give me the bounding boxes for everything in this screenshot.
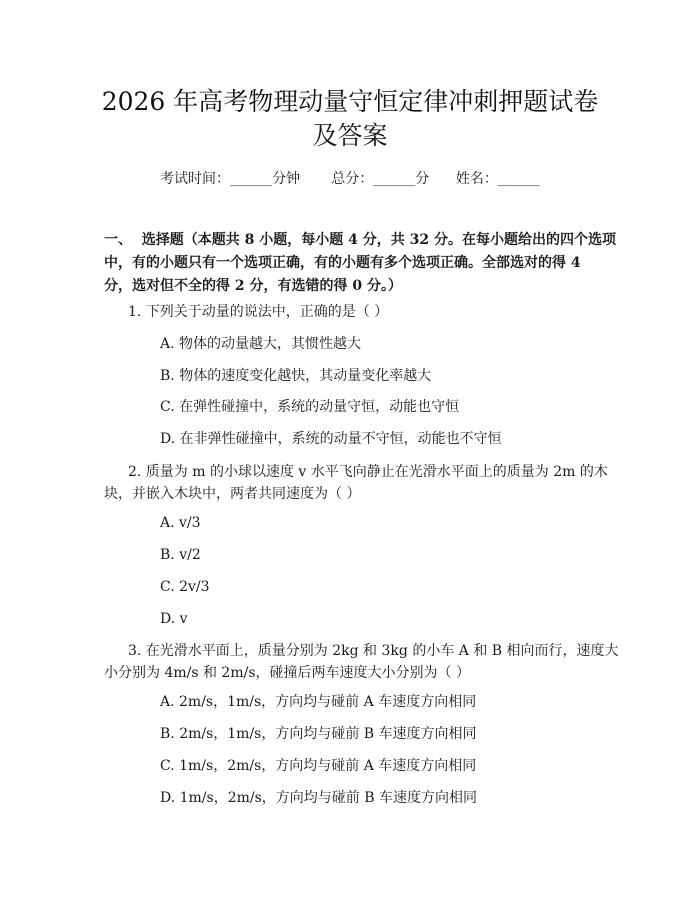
- question-1-option-c: C. 在弹性碰撞中，系统的动量守恒，动能也守恒: [160, 399, 460, 415]
- question-2-option-b: B. v/2: [160, 547, 201, 563]
- total-score-blank: ______: [373, 171, 416, 187]
- question-3-stem-line2: 小分别为 4m/s 和 2m/s，碰撞后两车速度大小分别为（ ）: [104, 665, 470, 681]
- question-3-option-a: A. 2m/s，1m/s，方向均与碰前 A 车速度方向相同: [160, 694, 477, 710]
- question-3-option-c: C. 1m/s，2m/s，方向均与碰前 A 车速度方向相同: [160, 758, 477, 774]
- question-2-option-c: C. 2v/3: [160, 579, 210, 595]
- section-heading-line2: 中，有的小题只有一个选项正确，有的小题有多个选项正确。全部选对的得 4: [104, 255, 581, 271]
- name-label: 姓名：: [455, 171, 498, 187]
- question-1-option-b: B. 物体的速度变化越快，其动量变化率越大: [160, 368, 432, 384]
- exam-title-line1: 2026 年高考物理动量守恒定律冲刺押题试卷: [101, 87, 599, 116]
- section-heading-line3: 分，选对但不全的得 2 分，有选错的得 0 分。）: [104, 278, 402, 294]
- question-2-option-a: A. v/3: [160, 515, 201, 531]
- total-score-label: 总分：: [331, 171, 374, 187]
- exam-title-line2: 及答案: [312, 121, 388, 150]
- exam-time-blank: ______: [230, 171, 273, 187]
- exam-time-unit: 分钟: [272, 171, 301, 187]
- question-3-option-d: D. 1m/s，2m/s，方向均与碰前 B 车速度方向相同: [160, 790, 477, 806]
- question-2-option-d: D. v: [160, 611, 188, 627]
- exam-info-bar: [0, 169, 700, 189]
- question-3-option-b: B. 2m/s，1m/s，方向均与碰前 B 车速度方向相同: [160, 726, 477, 742]
- question-1-stem: 1. 下列关于动量的说法中，正确的是（ ）: [128, 304, 389, 320]
- question-3-stem-line1: 3. 在光滑水平面上，质量分别为 2kg 和 3kg 的小车 A 和 B 相向而行，速度大: [128, 643, 619, 659]
- question-2-stem-line1: 2. 质量为 m 的小球以速度 v 水平飞向静止在光滑水平面上的质量为 2m 的木: [128, 464, 608, 480]
- section-heading-line1: 一、 选择题（本题共 8 小题，每小题 4 分，共 32 分。在每小题给出的四个选项: [104, 232, 616, 248]
- question-1-option-a: A. 物体的动量越大，其惯性越大: [160, 336, 362, 352]
- name-blank: ______: [497, 171, 540, 187]
- question-2-stem-line2: 块，并嵌入木块中，两者共同速度为（ ）: [104, 486, 361, 502]
- total-score-unit: 分: [415, 171, 430, 187]
- exam-time-label: 考试时间：: [160, 171, 231, 187]
- question-1-option-d: D. 在非弹性碰撞中，系统的动量不守恒，动能也不守恒: [160, 431, 502, 447]
